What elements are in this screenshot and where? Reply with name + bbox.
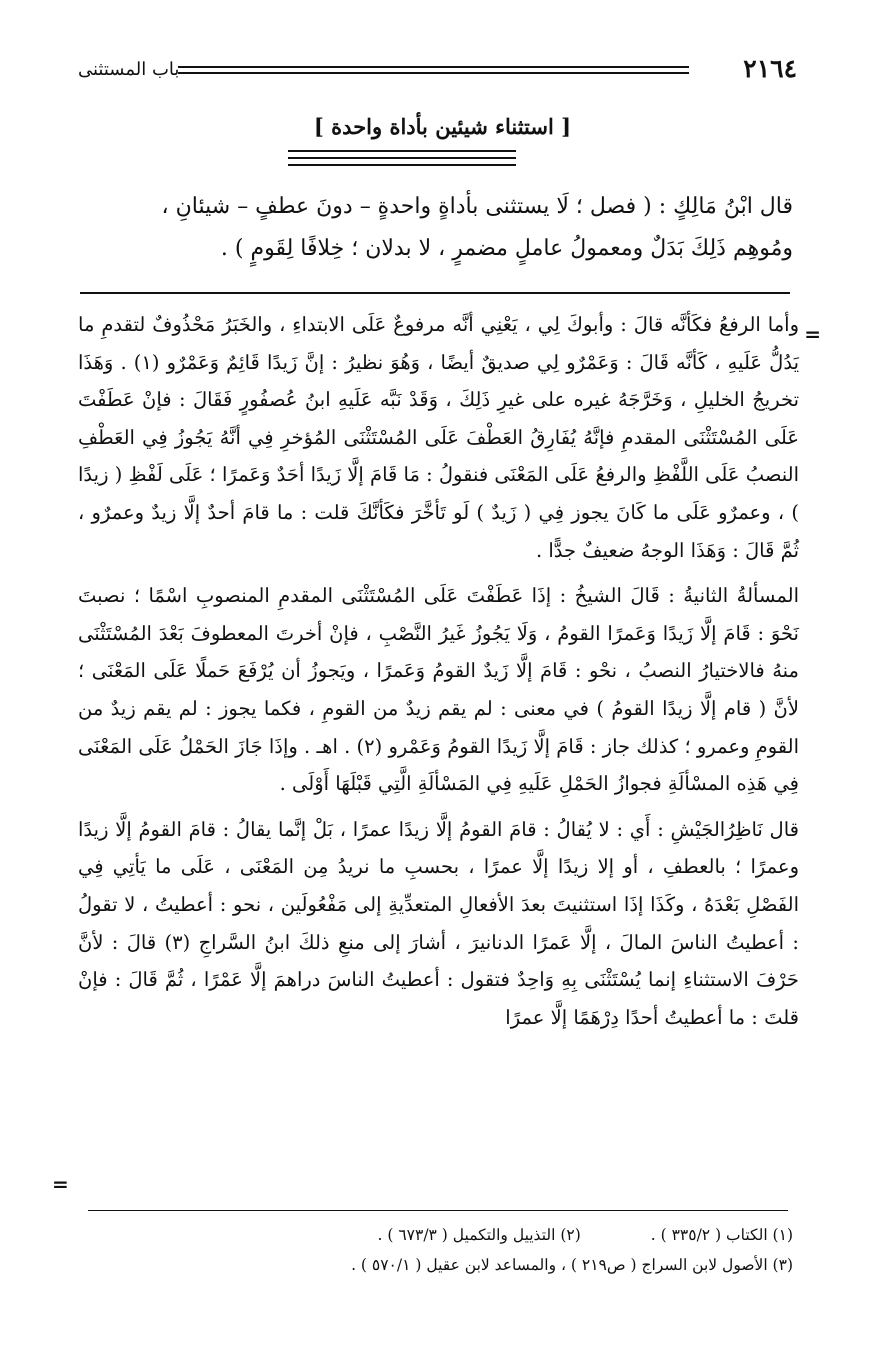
main-text-line-2: ومُوهِم ذَلِكَ بَدَلٌ ومعمولُ عاملٍ مضمرٍ ، لا بدلان ؛ خِلافًا لِقَومٍ ) . <box>220 236 793 261</box>
header-double-rule <box>178 66 689 74</box>
footnote-1: (١) الكتاب ( ٣٣٥/٢ ) . <box>650 1226 793 1244</box>
chapter-title: باب المستثنى <box>78 59 180 80</box>
footnote-row-2 <box>80 1250 793 1280</box>
main-rule-text <box>80 186 793 270</box>
section-title-rules <box>288 150 516 171</box>
continuation-marker-end: = <box>52 1172 69 1196</box>
commentary <box>78 306 799 1044</box>
footnotes <box>80 1220 793 1280</box>
main-text-separator <box>80 292 790 294</box>
section-title: [ استثناء شيئين بأداة واحدة ] <box>313 114 572 139</box>
footnote-row-1 <box>80 1220 793 1250</box>
continuation-marker-start: = <box>804 322 821 346</box>
commentary-paragraph-2: المسألةُ الثانيةُ : قَالَ الشيخُ : إذَا عَطَفْتَ عَلَى المُسْتَثْنَى المقدمِ المنصوبِ اسْمًا ؛ نصبتَ نَحْوَ : قَامَ إلَّا زَيدًا وَعَمرًا القومُ ، وَلَا يَجُوزُ غَيرُ النَّصْبِ ، فإنْ أخرتَ المعطوفَ بَعْدَ المُسْتَثْنَى منهُ فالاختيارُ النصبُ ، نحْو : قَامَ إلَّا زَيدٌ القومُ وَعَمرًا ، ويَجوزُ أن يُرْفَعَ حَملًا عَلَى المَعْنَى ؛ لأنَّ ( قام إلَّا زيدًا القومُ ) في معنى : لم يقم زيدٌ من القومِ ، فكما يجوز : لم يقم زيدٌ من القومِ وعمرو ؛ كذلك جاز : قَامَ إلَّا زَيدًا القومُ وَعَمْرو (٢) . اهـ . وإذَا جَازَ الحَمْلُ عَلَى المَعْنَى فِي هَذِه المسْألَةِ فجوازُ الحَمْلِ عَلَيهِ فِي المَسْألَةِ الَّتِي قَبْلَهَا أَوْلَى . <box>78 584 799 796</box>
running-header <box>78 52 797 92</box>
footnote-2: (٢) التذييل والتكميل ( ٦٧٣/٣ ) . <box>377 1226 581 1244</box>
main-text-line-1: قال ابْنُ مَالِكٍ : ( فصل ؛ لَا يستثنى بأداةٍ واحدةٍ – دونَ عطفٍ – شيئانِ ، <box>161 194 793 219</box>
footnote-3: (٣) الأصول لابن السراج ( ص٢١٩ ) ، والمساعد لابن عقيل ( ٥٧٠/١ ) . <box>351 1256 793 1274</box>
commentary-paragraph-3: قال نَاظِرُالجَيْشِ : أَي : لا يُقالُ : قامَ القومُ إلَّا زيدًا عمرًا ، بَلْ إنَّما يقالُ : قامَ القومُ إلَّا زيدًا وعمرًا ؛ بالعطفِ ، أو إلا زيدًا إلَّا عمرًا ، بحسبِ ما نريدُ مِن المَعْنَى ، عَلَى ما يَأتِي فِي الفَصْلِ بَعْدَهُ ، وكَذَا إذَا استثنيتَ بعدَ الأفعالِ المتعدِّيةِ إلى مَفْعُولَين ، نحو : أعطيتُ ، لا تقولُ : أعطيتُ الناسَ المالَ ، إلَّا عَمرًا الدنانيرَ ، أشارَ إلى منعِ ذلكَ ابنُ السَّراجِ (٣) قالَ : لأنَّ حَرْفَ الاستثناءِ إنما يُسْتَثْنَى بِهِ وَاحِدٌ فتقول : أعطيتُ الناسَ دراهمَ إلَّا عَمْرًا ، ثُمَّ قَالَ : فإنْ قلتَ : ما أعطيتُ أحدًا دِرْهَمًا إلَّا عمرًا <box>78 817 799 1029</box>
footnote-separator <box>88 1210 788 1211</box>
commentary-paragraph-1: وأما الرفعُ فكَأنَّه قالَ : وأبوكَ لِي ، يَعْنِي أنَّه مرفوعٌ عَلَى الابتداءِ ، والخَبَرُ مَحْذُوفٌ لتقدمِ ما يَدُلُّ عَلَيهِ ، كَأنَّه قَالَ : وَعَمْرٌو لِي صديقٌ أيضًا ، وَهُوَ نظيرُ : إنَّ زَيدًا قَائِمٌ وَعَمْرٌو (١) . وَهَذَا تخريجُ الخليلِ ، وَخَرَّجَهُ غيره على غيرِ ذَلِكَ ، وَقَدْ نَبَّه عَلَيهِ ابنُ عُصفُورٍ فَقَالَ : فإنْ عَطَفْتَ عَلَى المُسْتَثْنَى المقدمِ فإنَّهُ يُفَارِقُ العَطْفَ عَلَى المُسْتَثْنَى المُؤخرِ فِي أنَّهُ يَجُوزُ فِي العَطْفِ النصبُ عَلَى اللَّفْظِ والرفعُ عَلَى المَعْنَى فنقولُ : مَا قَامَ إلَّا زَيدًا أحَدٌ وَعَمرًا ؛ عَلَى لَفْظِ ( زيدًا ) ، وعمرٌو عَلَى ما كَانَ يجوز فِي ( زَيدٌ ) لَو تَأخَّرَ فكَأنَّكَ قلت : ما قامَ أحدٌ إلَّا زيدٌ وعمرٌو ، ثُمَّ قَالَ : وَهَذَا الوجهُ ضعيفٌ جدًّا . <box>78 313 799 562</box>
page-number: ٢١٦٤ <box>743 54 797 83</box>
